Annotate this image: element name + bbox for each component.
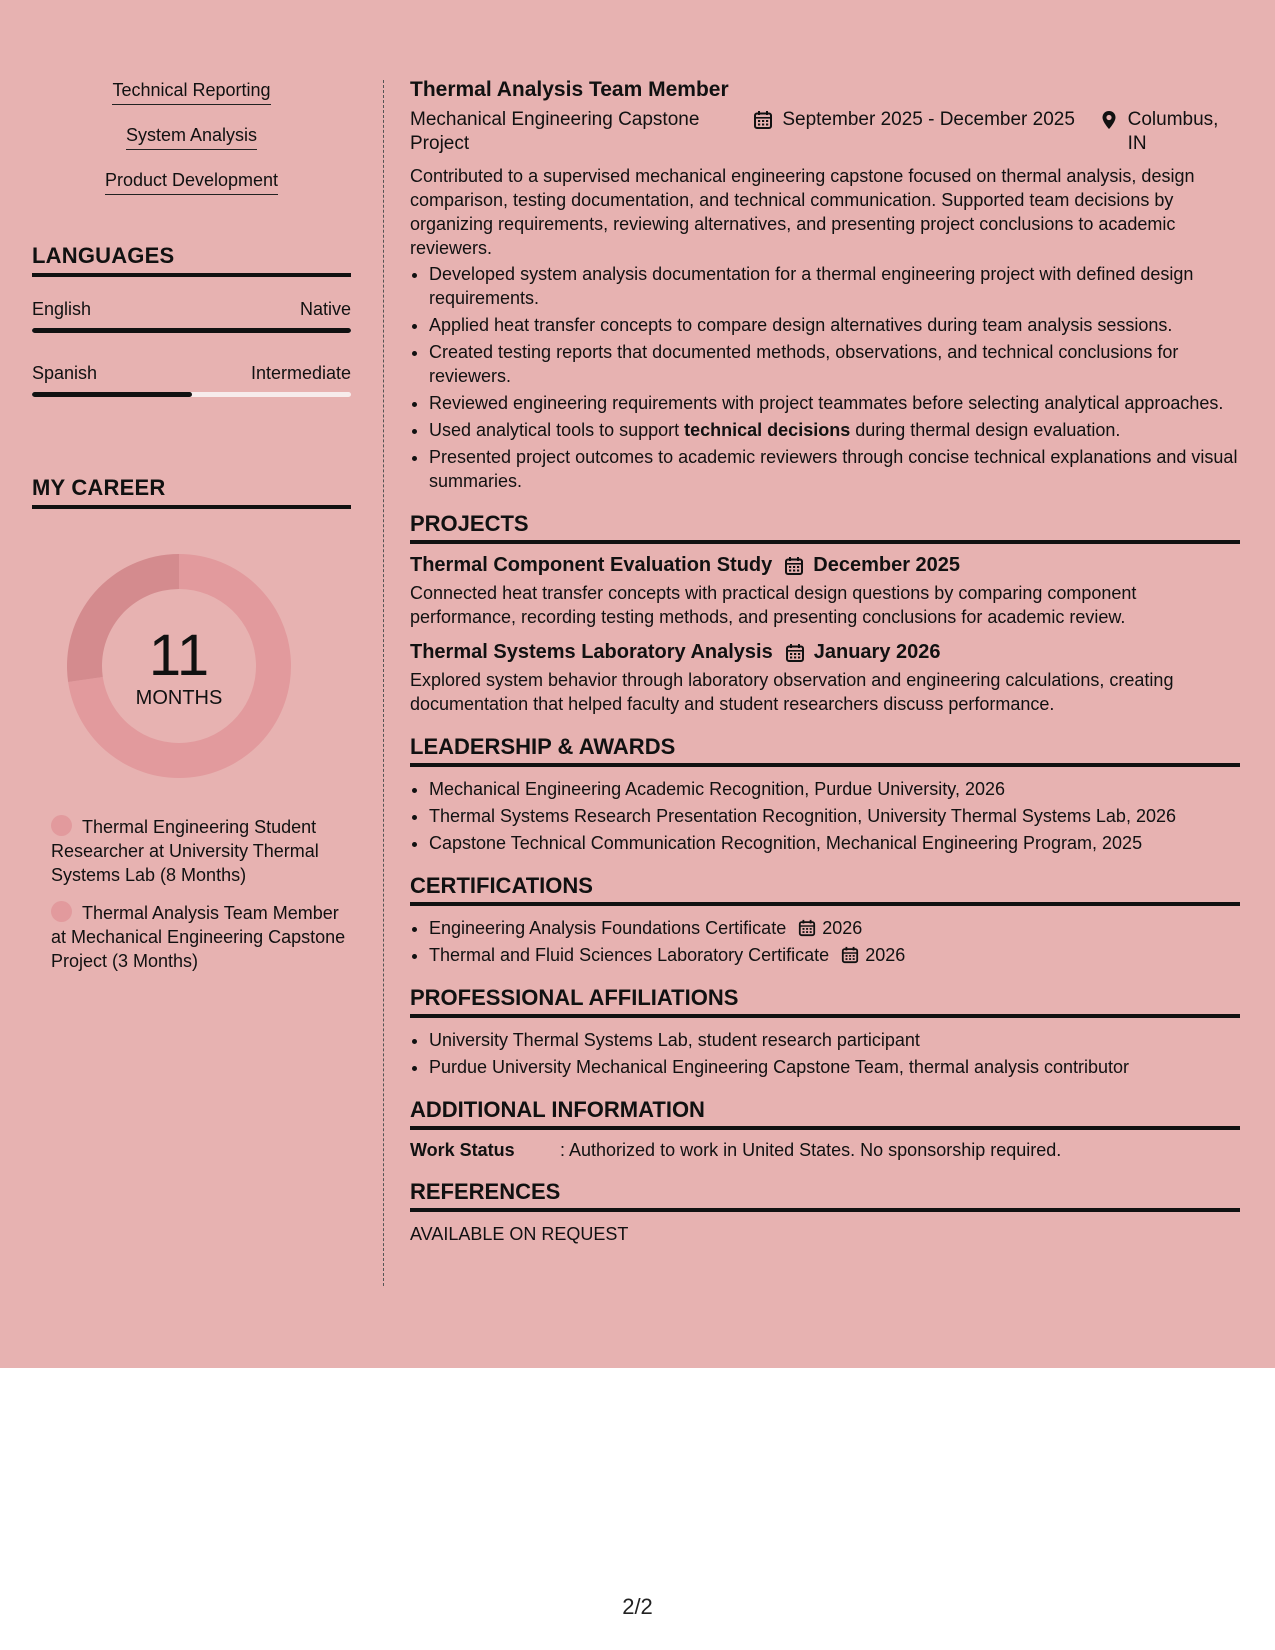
career-dot-icon: [51, 901, 72, 922]
calendar-icon: [753, 110, 773, 130]
job-title: Thermal Analysis Team Member: [410, 78, 729, 101]
job-location-text: Columbus, IN: [1127, 109, 1219, 154]
language-level: Intermediate: [250, 363, 351, 383]
job-bullet: • Reviewed engineering requirements with project teammates before selecting analytical approaches.: [429, 391, 1240, 415]
calendar-icon: [841, 946, 859, 964]
career-heading: MY CAREER: [32, 475, 351, 509]
project-desc: Connected heat transfer concepts with practical design questions by comparing component performance, recording testing methods, and presenting conclusions for academic review.: [410, 583, 1137, 627]
calendar-icon: [785, 643, 805, 663]
references-heading: REFERENCES: [410, 1179, 1240, 1212]
job-meta: [410, 108, 1240, 156]
project-title: Thermal Component Evaluation Study: [410, 554, 773, 576]
certification-item: [429, 943, 1240, 967]
certifications-heading: CERTIFICATIONS: [410, 873, 1240, 906]
certification-name: • Engineering Analysis Foundations Certificate: [429, 918, 787, 938]
work-status-label: Work Status: [410, 1140, 515, 1160]
award-item: • Mechanical Engineering Academic Recognition, Purdue University, 2026: [429, 777, 1240, 801]
right-column: [410, 78, 1240, 1246]
additional-heading: ADDITIONAL INFORMATION: [410, 1097, 1240, 1130]
project-date: December 2025: [813, 554, 961, 576]
language-bar-fill: [32, 392, 192, 397]
language-bar: [32, 328, 351, 333]
skill-item: Technical Reporting: [112, 80, 270, 105]
awards-heading: LEADERSHIP & AWARDS: [410, 734, 1240, 767]
awards-list: [410, 777, 1240, 855]
certification-item: [429, 916, 1240, 940]
affiliation-item: • University Thermal Systems Lab, student research participant: [429, 1028, 1240, 1052]
work-status-value: : Authorized to work in United States. No sponsorship required.: [560, 1140, 1062, 1160]
career-donut: [66, 553, 292, 779]
job-dates-text: September 2025 - December 2025: [782, 109, 1075, 130]
project-title: Thermal Systems Laboratory Analysis: [410, 641, 773, 663]
certification-year: 2026: [865, 945, 906, 965]
job-bullets: [410, 262, 1240, 493]
job-bullet: • Applied heat transfer concepts to compare design alternatives during team analysis sessions.: [429, 313, 1240, 337]
certification-year: 2026: [822, 918, 863, 938]
experience-entry: [410, 78, 1240, 493]
career-list: [32, 815, 351, 973]
career-total: 11: [148, 622, 210, 688]
job-bullet: • Created testing reports that documented methods, observations, and technical conclusions for reviewers.: [429, 340, 1240, 388]
project-item: [410, 641, 1240, 716]
career-item: [51, 815, 351, 887]
career-dot-icon: [51, 815, 72, 836]
job-summary: Contributed to a supervised mechanical engineering capstone focused on thermal analysis, design comparison, testing documentation, and technical communication. Supported team decisions by organizing requirements, reviewing alternatives, and presenting project conclusions to academic reviewers.: [410, 166, 1195, 258]
calendar-icon: [784, 556, 804, 576]
left-column: [32, 80, 351, 987]
donut-center: [66, 553, 292, 779]
skills-list: [32, 80, 351, 215]
award-item: • Thermal Systems Research Presentation Recognition, University Thermal Systems Lab, 2026: [429, 804, 1240, 828]
job-bullet: • Developed system analysis documentation for a thermal engineering project with defined design requirements.: [429, 262, 1240, 310]
affiliations-list: [410, 1028, 1240, 1079]
job-bullet: • Presented project outcomes to academic reviewers through concise technical explanations and visual summaries.: [429, 445, 1240, 493]
language-name: English: [32, 299, 92, 319]
job-company: Mechanical Engineering Capstone Project: [410, 109, 700, 154]
skill-item: System Analysis: [126, 125, 257, 150]
languages-heading: LANGUAGES: [32, 243, 351, 277]
career-unit: MONTHS: [135, 686, 223, 709]
language-name: Spanish: [32, 363, 98, 383]
job-bullet: • Used analytical tools to support technical decisions during thermal design evaluation.: [429, 418, 1240, 442]
projects-heading: PROJECTS: [410, 511, 1240, 544]
certifications-list: [410, 916, 1240, 967]
project-date: January 2026: [813, 641, 941, 663]
page-number: 2/2: [622, 1594, 653, 1619]
job-dates: [753, 108, 1098, 156]
language-english: [32, 299, 351, 333]
bold-phrase: technical decisions: [684, 420, 851, 440]
column-divider: [383, 80, 384, 1286]
references-text: AVAILABLE ON REQUEST: [410, 1224, 629, 1244]
language-bar-fill: [32, 328, 351, 333]
project-item: [410, 554, 1240, 629]
career-item-text: Thermal Analysis Team Member at Mechanical Engineering Capstone Project (3 Months): [51, 903, 346, 971]
project-desc: Explored system behavior through laboratory observation and engineering calculations, creating documentation that helped faculty and student researchers discuss performance.: [410, 670, 1174, 714]
location-pin-icon: [1099, 110, 1119, 130]
language-spanish: [32, 363, 351, 397]
affiliation-item: • Purdue University Mechanical Engineering Capstone Team, thermal analysis contributor: [429, 1055, 1240, 1079]
career-item: [51, 901, 351, 973]
calendar-icon: [798, 919, 816, 937]
certification-name: • Thermal and Fluid Sciences Laboratory Certificate: [429, 945, 830, 965]
work-status-row: [410, 1140, 1240, 1161]
job-location: [1099, 108, 1240, 156]
skill-item: Product Development: [105, 170, 278, 195]
language-level: Native: [299, 299, 351, 319]
award-item: • Capstone Technical Communication Recognition, Mechanical Engineering Program, 2025: [429, 831, 1240, 855]
affiliations-heading: PROFESSIONAL AFFILIATIONS: [410, 985, 1240, 1018]
language-bar: [32, 392, 351, 397]
career-item-text: Thermal Engineering Student Researcher at University Thermal Systems Lab (8 Months): [51, 817, 319, 885]
